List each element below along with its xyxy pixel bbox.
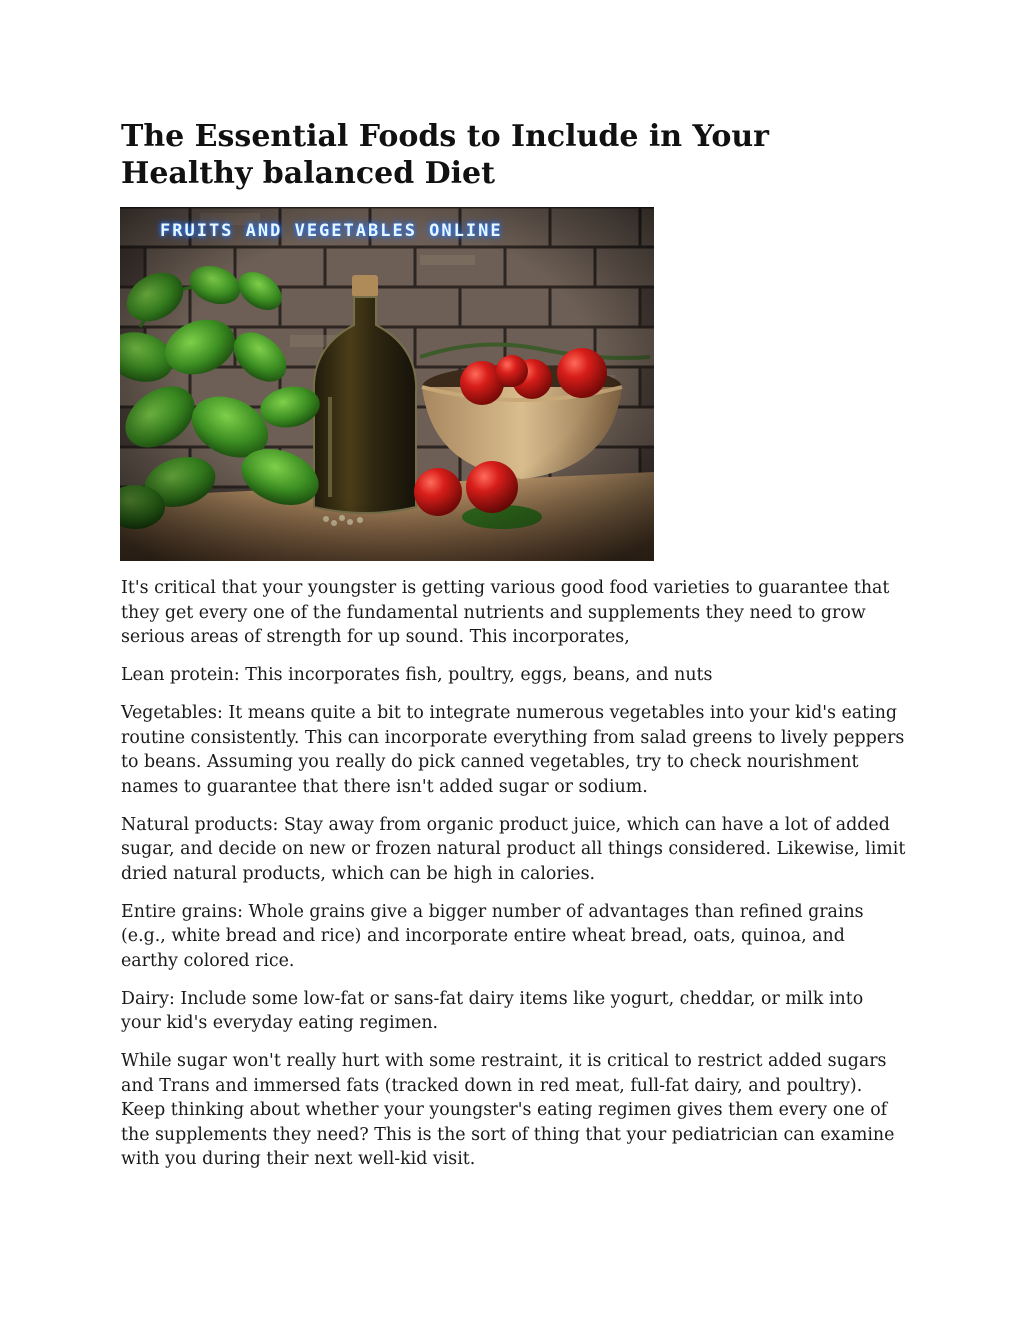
paragraph: It's critical that your youngster is getting various good food varieties to guarantee that they get every one of the fundamental nutrients and supplements they need to grow serious areas of strength for up sound. This incorporates, xyxy=(121,578,890,647)
still-life-illustration xyxy=(120,207,654,561)
paragraph: Dairy: Include some low-fat or sans-fat dairy items like yogurt, cheddar, or milk into your kid's everyday eating regimen. xyxy=(121,988,864,1033)
paragraph: Natural products: Stay away from organic product juice, which can have a lot of added sugar, and decide on new or frozen natural product all things considered. Likewise, limit dried natural products, which can be high in calories. xyxy=(121,814,906,884)
image-caption-text: FRUITS AND VEGETABLES ONLINE xyxy=(160,221,503,241)
hero-image xyxy=(120,207,654,561)
article-title: The Essential Foods to Include in Your Healthy balanced Diet xyxy=(121,119,769,191)
paragraph: While sugar won't really hurt with some restraint, it is critical to restrict added sugars and Trans and immersed fats (tracked down in red meat, full-fat dairy, and poultry). Keep thinking about whether your youngster's eating regimen gives them every one of the supplements they need? This is the sort of thing that your pediatrician can examine with you during their next well-kid visit. xyxy=(121,1051,895,1169)
article-body xyxy=(121,576,906,1185)
paragraph: Vegetables: It means quite a bit to integrate numerous vegetables into your kid's eating routine consistently. This can incorporate everything from salad greens to lively peppers to beans. Assuming you really do pick canned vegetables, try to check nourishment names to guarantee that there isn't added sugar or sodium. xyxy=(121,703,905,797)
paragraph: Entire grains: Whole grains give a bigger number of advantages than refined grains (e.g., white bread and rice) and incorporate entire wheat bread, oats, quinoa, and earthy colored rice. xyxy=(121,901,864,971)
paragraph: Lean protein: This incorporates fish, poultry, eggs, beans, and nuts xyxy=(121,665,713,685)
